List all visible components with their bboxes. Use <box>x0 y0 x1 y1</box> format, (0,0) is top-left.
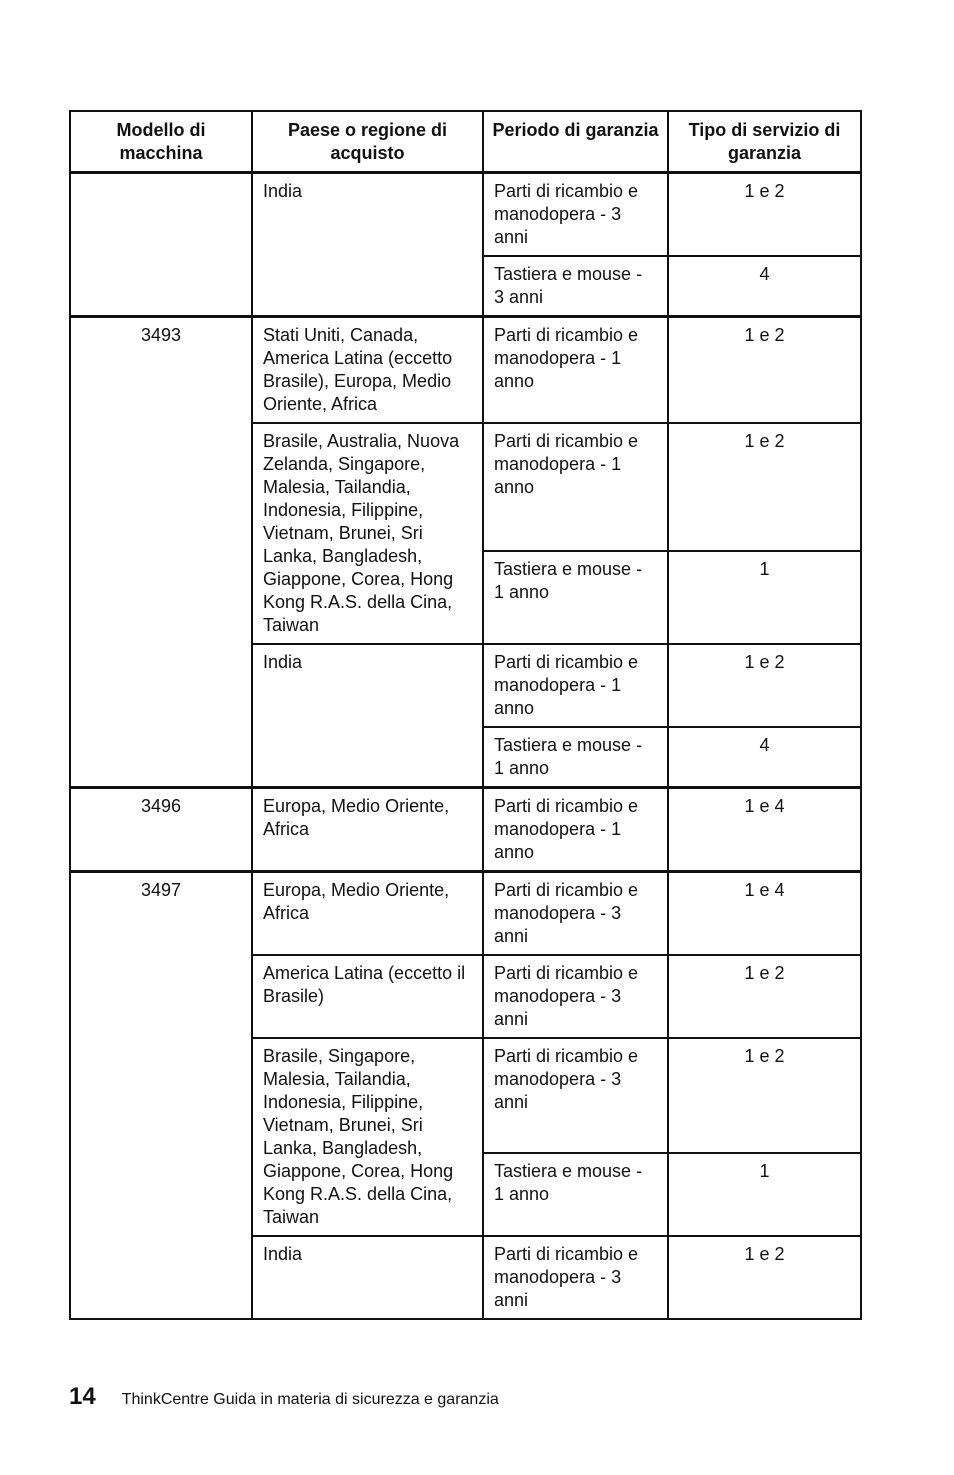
period-cell: Tastiera e mouse - 3 anni <box>483 256 668 317</box>
service-type-cell: 1 e 4 <box>668 872 861 956</box>
service-type-cell: 4 <box>668 727 861 788</box>
service-type-cell: 1 e 2 <box>668 317 861 424</box>
service-type-cell: 1 e 2 <box>668 955 861 1038</box>
period-cell: Parti di ricambio e manodopera - 1 anno <box>483 788 668 872</box>
page-footer <box>69 1383 499 1413</box>
period-cell: Parti di ricambio e manodopera - 3 anni <box>483 955 668 1038</box>
table-row <box>70 788 861 872</box>
service-type-cell: 1 e 2 <box>668 1236 861 1319</box>
service-type-cell: 1 <box>668 1153 861 1236</box>
period-cell: Parti di ricambio e manodopera - 3 anni <box>483 872 668 956</box>
table-row <box>70 317 861 424</box>
header-region: Paese o regione di acquisto <box>252 111 483 173</box>
period-cell: Parti di ricambio e manodopera - 3 anni <box>483 1038 668 1153</box>
page-number: 14 <box>69 1383 96 1410</box>
service-type-cell: 4 <box>668 256 861 317</box>
document-title: ThinkCentre Guida in materia di sicurezza e garanzia <box>121 1391 499 1408</box>
model-cell: 3493 <box>70 317 252 788</box>
region-cell: India <box>252 1236 483 1319</box>
header-period: Periodo di garanzia <box>483 111 668 173</box>
region-cell: Brasile, Australia, Nuova Zelanda, Singapore, Malesia, Tailandia, Indonesia, Filippine, Vietnam, Brunei, Sri Lanka, Bangladesh, Giappone, Corea, Hong Kong R.A.S. della Cina, Taiwan <box>252 423 483 644</box>
period-cell: Parti di ricambio e manodopera - 3 anni <box>483 173 668 257</box>
service-type-cell: 1 e 2 <box>668 423 861 551</box>
region-cell: Europa, Medio Oriente, Africa <box>252 788 483 872</box>
region-cell: Stati Uniti, Canada, America Latina (eccetto Brasile), Europa, Medio Oriente, Africa <box>252 317 483 424</box>
service-type-cell: 1 <box>668 551 861 644</box>
region-cell: America Latina (eccetto il Brasile) <box>252 955 483 1038</box>
region-cell: India <box>252 644 483 788</box>
service-type-cell: 1 e 4 <box>668 788 861 872</box>
model-cell: 3496 <box>70 788 252 872</box>
region-cell: Brasile, Singapore, Malesia, Tailandia, Indonesia, Filippine, Vietnam, Brunei, Sri Lanka, Bangladesh, Giappone, Corea, Hong Kong R.A.S. della Cina, Taiwan <box>252 1038 483 1236</box>
service-type-cell: 1 e 2 <box>668 1038 861 1153</box>
header-service-type: Tipo di servizio di garanzia <box>668 111 861 173</box>
period-cell: Tastiera e mouse - 1 anno <box>483 551 668 644</box>
model-cell: 3497 <box>70 872 252 1320</box>
period-cell: Tastiera e mouse - 1 anno <box>483 1153 668 1236</box>
table-header <box>70 111 861 173</box>
table-row <box>70 173 861 257</box>
region-cell: India <box>252 173 483 317</box>
period-cell: Parti di ricambio e manodopera - 1 anno <box>483 317 668 424</box>
table-row <box>70 872 861 956</box>
warranty-table <box>69 110 862 1320</box>
table-body <box>70 173 861 1320</box>
period-cell: Parti di ricambio e manodopera - 1 anno <box>483 644 668 727</box>
model-cell <box>70 173 252 317</box>
period-cell: Parti di ricambio e manodopera - 3 anni <box>483 1236 668 1319</box>
header-model: Modello di macchina <box>70 111 252 173</box>
region-cell: Europa, Medio Oriente, Africa <box>252 872 483 956</box>
service-type-cell: 1 e 2 <box>668 644 861 727</box>
period-cell: Parti di ricambio e manodopera - 1 anno <box>483 423 668 551</box>
period-cell: Tastiera e mouse - 1 anno <box>483 727 668 788</box>
service-type-cell: 1 e 2 <box>668 173 861 257</box>
